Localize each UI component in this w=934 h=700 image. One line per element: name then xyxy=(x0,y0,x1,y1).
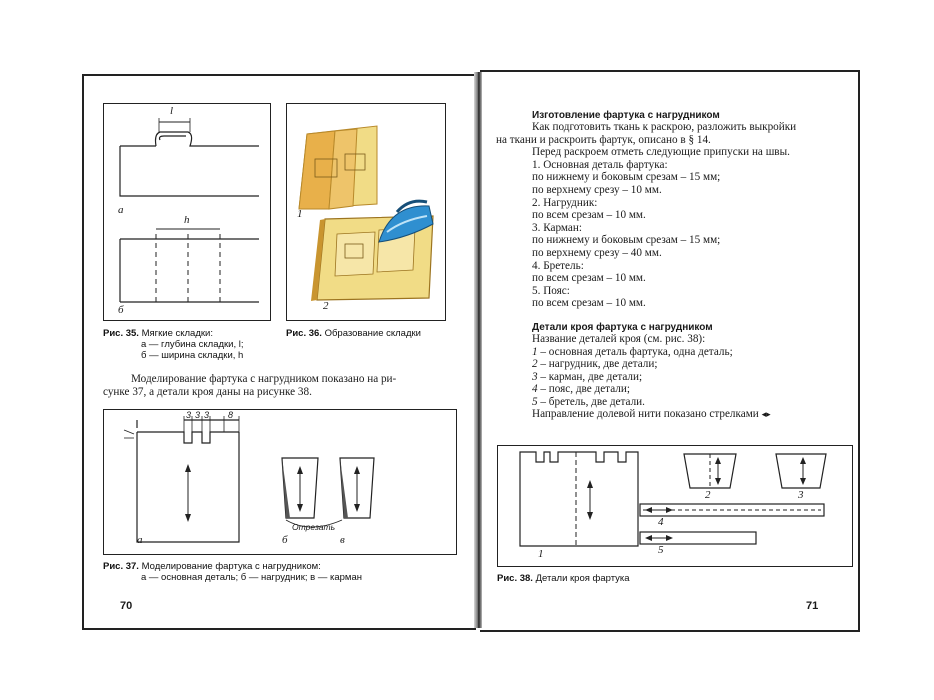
figure-35 xyxy=(103,103,271,321)
double-arrow-icon: ◂▸ xyxy=(761,409,771,420)
fig38-label-5: 5 xyxy=(658,544,664,556)
fig38-label-1: 1 xyxy=(538,548,544,560)
allowance-item-2-head: 2. Нагрудник: xyxy=(532,196,598,209)
fig35-label-h: h xyxy=(184,214,190,226)
fig38-label-2: 2 xyxy=(705,489,711,501)
figure-35-drawing xyxy=(104,104,270,320)
intro-line1: Как подготовить ткань к раскрою, разложить выкройки xyxy=(532,121,797,133)
allowance-item-4-line1: по всем срезам – 10 мм. xyxy=(532,272,646,285)
left-page-number: 70 xyxy=(120,600,133,612)
part-4 xyxy=(496,383,846,396)
parts-intro: Название деталей кроя (см. рис. 38): xyxy=(532,332,706,345)
part-3-text: – карман, две детали; xyxy=(537,370,643,383)
fig36-caption xyxy=(286,328,421,339)
figure-36-illustration xyxy=(287,104,445,320)
fig35-caption-line2: б — ширина складки, h xyxy=(141,350,244,361)
allowance-item-4-head: 4. Бретель: xyxy=(532,259,584,272)
fig37-caption-title: Моделирование фартука с нагрудником: xyxy=(141,561,321,572)
left-paragraph-line1: Моделирование фартука с нагрудником показано на ри- xyxy=(131,373,397,385)
grain-note xyxy=(496,408,846,421)
fig35-caption-number: Рис. 35. xyxy=(103,328,139,339)
part-4-num: 4 xyxy=(532,383,538,396)
allowance-item-5-line1: по всем срезам – 10 мм. xyxy=(532,297,646,310)
fig35-caption-line1: а — глубина складки, l; xyxy=(141,339,244,350)
allowance-item-3-line1: по нижнему и боковым срезам – 15 мм; xyxy=(532,234,721,247)
allowance-item-3-line2: по верхнему срезу – 40 мм. xyxy=(532,246,662,259)
fig38-label-3: 3 xyxy=(798,489,804,501)
part-5-num: 5 xyxy=(532,395,538,408)
fig36-label-1: 1 xyxy=(297,208,303,220)
fig37-label-v: в xyxy=(340,534,345,546)
fig35-caption-title: Мягкие складки: xyxy=(141,328,213,339)
right-page-number: 71 xyxy=(806,600,819,612)
fig37-dim-3: 3 xyxy=(204,410,210,420)
part-1-text: – основная деталь фартука, одна деталь; xyxy=(537,345,733,358)
fig37-label-a: а xyxy=(137,534,143,546)
figure-37 xyxy=(103,409,457,555)
right-text-column xyxy=(496,110,846,421)
part-1-num: 1 xyxy=(532,345,538,358)
fig35-label-a: а xyxy=(118,204,124,216)
fig37-dim-1: 3 xyxy=(186,410,192,420)
part-2-num: 2 xyxy=(532,358,538,371)
allowance-item-5-head: 5. Пояс: xyxy=(532,284,570,297)
fig37-dim-4: 8 xyxy=(228,410,234,420)
figure-38-drawing xyxy=(498,446,852,566)
fig37-cut-label: Отрезать xyxy=(292,522,336,532)
allowance-item-1-head: 1. Основная деталь фартука: xyxy=(532,158,668,171)
fig37-caption xyxy=(103,561,463,583)
figure-38 xyxy=(497,445,853,567)
part-3 xyxy=(496,371,846,384)
intro-line2: на ткани и раскроить фартук, описано в § 14. xyxy=(496,133,711,146)
fig35-label-l: l xyxy=(170,105,174,117)
fig36-caption-number: Рис. 36. xyxy=(286,328,322,339)
part-2 xyxy=(496,358,846,371)
fig35-caption xyxy=(103,328,273,361)
allowance-item-3-head: 3. Карман: xyxy=(532,221,582,234)
left-paragraph xyxy=(103,373,453,398)
grain-note-text: Направление долевой нити показано стрелками xyxy=(532,408,759,421)
part-3-num: 3 xyxy=(532,370,538,383)
part-5 xyxy=(496,396,846,409)
part-1 xyxy=(496,346,846,359)
fig36-label-2: 2 xyxy=(323,300,329,312)
part-2-text: – нагрудник, две детали; xyxy=(537,358,658,371)
fig37-dim-2: 3 xyxy=(195,410,201,420)
heading-apron-making: Изготовление фартука с нагрудником xyxy=(532,110,720,121)
fig38-caption xyxy=(497,573,630,584)
part-5-text: – бретель, две детали. xyxy=(537,395,645,408)
fig37-caption-line1: а — основная деталь; б — нагрудник; в — карман xyxy=(141,572,362,583)
fig37-caption-number: Рис. 37. xyxy=(103,561,139,572)
part-4-text: – пояс, две детали; xyxy=(537,383,630,396)
figure-36 xyxy=(286,103,446,321)
fig38-caption-number: Рис. 38. xyxy=(497,573,533,584)
book-gutter xyxy=(474,72,482,628)
allowance-item-1-line1: по нижнему и боковым срезам – 15 мм; xyxy=(532,171,721,184)
fig36-caption-title: Образование складки xyxy=(324,328,421,339)
fig38-caption-title: Детали кроя фартука xyxy=(535,573,630,584)
fig38-label-4: 4 xyxy=(658,516,664,528)
intro-line3: Перед раскроем отметь следующие припуски на швы. xyxy=(532,146,790,159)
allowance-item-1-line2: по верхнему срезу – 10 мм. xyxy=(532,183,662,196)
heading-cut-parts: Детали кроя фартука с нагрудником xyxy=(532,321,713,333)
left-paragraph-line2: сунке 37, а детали кроя даны на рисунке 38. xyxy=(103,385,312,398)
fig37-label-b: б xyxy=(282,534,288,546)
fig35-label-b: б xyxy=(118,304,124,316)
allowance-item-2-line1: по всем срезам – 10 мм. xyxy=(532,209,646,222)
figure-37-drawing xyxy=(104,410,456,554)
